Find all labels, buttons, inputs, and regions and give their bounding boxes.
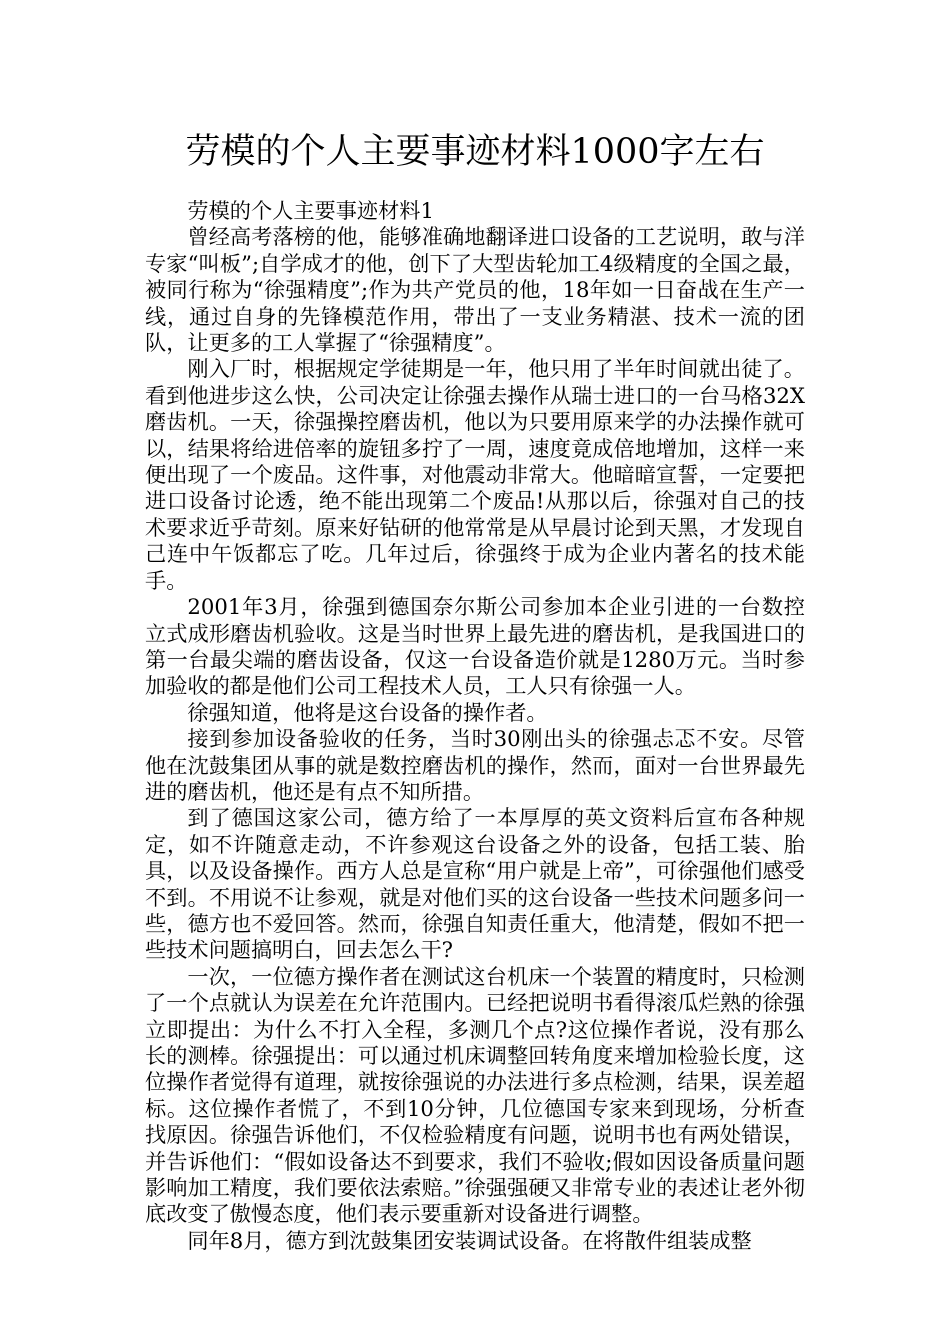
section-heading: 劳模的个人主要事迹材料1: [187, 198, 434, 223]
paragraph: 到了德国这家公司，德方给了一本厚厚的英文资料后宣布各种规定，如不许随意走动，不许参观这台设备之外的设备，包括工装、胎具，以及设备操作。西方人总是宣称“用户就是上帝”，可徐强他们感受不到。不用说不让参观，就是对他们买的这台设备一些技术问题多问一些，德方也不爱回答。然而，徐强自知责任重大，他清楚，假如不把一些技术问题搞明白，回去怎么干?: [145, 805, 805, 963]
paragraph: 接到参加设备验收的任务，当时30刚出头的徐强忐忑不安。尽管他在沈鼓集团从事的就是数控磨齿机的操作，然而，面对一台世界最先进的磨齿机，他还是有点不知所措。: [145, 726, 805, 804]
paragraph: 刚入厂时，根据规定学徒期是一年，他只用了半年时间就出徒了。看到他进步这么快，公司决定让徐强去操作从瑞士进口的一台马格32X磨齿机。一天，徐强操控磨齿机，他以为只要用原来学的办法操作就可以，结果将给进倍率的旋钮多拧了一周，速度竟成倍地增加，这样一来便出现了一个废品。这件事，对他震动非常大。他暗暗宣誓，一定要把进口设备讨论透，绝不能出现第二个废品!从那以后，徐强对自己的技术要求近乎苛刻。原来好钻研的他常常是从早晨讨论到天黑，才发现自己连中午饭都忘了吃。几年过后，徐强终于成为企业内著名的技术能手。: [145, 356, 805, 593]
paragraph: 2001年3月，徐强到德国奈尔斯公司参加本企业引进的一台数控立式成形磨齿机验收。这是当时世界上最先进的磨齿机，是我国进口的第一台最尖端的磨齿设备，仅这一台设备造价就是1280万元。当时参加验收的都是他们公司工程技术人员，工人只有徐强一人。: [145, 594, 805, 699]
document-title: 劳模的个人主要事迹材料1000字左右: [185, 132, 765, 172]
document-body: [145, 198, 805, 1254]
paragraph: 徐强知道，他将是这台设备的操作者。: [187, 699, 548, 725]
paragraph: 曾经高考落榜的他，能够准确地翻译进口设备的工艺说明，敢与洋专家“叫板”;自学成才的他，创下了大型齿轮加工4级精度的全国之最，被同行称为“徐强精度”;作为共产党员的他，18年如一日奋战在生产一线，通过自身的先锋模范作用，带出了一支业务精湛、技术一流的团队，让更多的工人掌握了“徐强精度”。: [145, 224, 805, 356]
paragraph: 一次，一位德方操作者在测试这台机床一个装置的精度时，只检测了一个点就认为误差在允许范围内。已经把说明书看得滚瓜烂熟的徐强立即提出：为什么不打入全程，多测几个点?这位操作者说，没有那么长的测棒。徐强提出：可以通过机床调整回转角度来增加检验长度，这位操作者觉得有道理，就按徐强说的办法进行多点检测，结果，误差超标。这位操作者慌了，不到10分钟，几位德国专家来到现场，分析查找原因。徐强告诉他们，不仅检验精度有问题，说明书也有两处错误，并告诉他们：“假如设备达不到要求，我们不验收;假如因设备质量问题影响加工精度，我们要依法索赔。”徐强强硬又非常专业的表述让老外彻底改变了傲慢态度，他们表示要重新对设备进行调整。: [145, 963, 805, 1227]
paragraph: 同年8月，德方到沈鼓集团安装调试设备。在将散件组装成整: [187, 1227, 752, 1253]
